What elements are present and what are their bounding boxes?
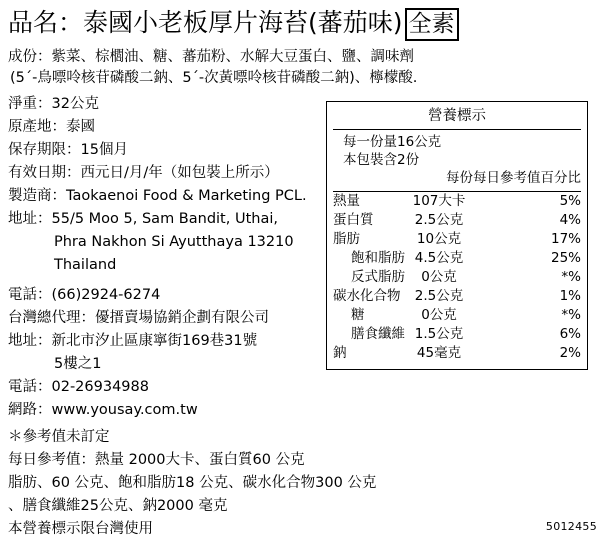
detail-label: 保存期限： <box>8 142 81 158</box>
detail-label: 淨重： <box>8 96 52 112</box>
detail-row-net-weight <box>8 93 326 116</box>
detail-value: 新北市汐止區康寧街169巷31號 <box>51 333 258 349</box>
nutrition-row <box>333 287 581 306</box>
detail-value: 泰國 <box>66 119 95 135</box>
detail-row-agent-address-line2: 5樓之1 <box>54 356 102 372</box>
detail-label: 台灣總代理： <box>8 310 95 326</box>
nutrient-name: 熱量 <box>333 193 360 209</box>
vegetarian-badge: 全素 <box>405 8 459 41</box>
nutrition-row <box>333 211 581 230</box>
nutrient-name: 鈉 <box>333 345 347 361</box>
nutrition-title: 營養標示 <box>333 106 581 130</box>
nutrition-row <box>333 325 581 344</box>
nutrition-header-percent: 每日參考值百分比 <box>473 170 581 186</box>
detail-value: 優搢賣場協銷企劃有限公司 <box>95 310 269 326</box>
nutrient-name: 碳水化合物 <box>333 288 401 304</box>
nutrition-row <box>333 249 581 268</box>
serving-size: 每一份量16公克 <box>343 134 442 150</box>
detail-row-manufacturer-phone <box>8 284 326 307</box>
detail-row-shelf-life <box>8 139 326 162</box>
detail-label: 地址： <box>8 211 52 227</box>
nutrient-name: 反式脂肪 <box>351 269 405 285</box>
daily-values-line-1: 每日參考值：熱量 2000大卡、蛋白質60 公克 <box>8 452 305 468</box>
nutrition-facts-table <box>326 101 588 370</box>
nutrient-amount: 1.5公克 <box>414 326 464 342</box>
detail-value: 02-26934988 <box>51 379 149 395</box>
detail-label: 電話： <box>8 287 52 303</box>
detail-row-expiry <box>8 162 326 185</box>
nutrient-name: 蛋白質 <box>333 212 374 228</box>
nutrient-percent: 4% <box>559 212 581 228</box>
title-row <box>0 0 605 41</box>
ingredients-line-2: (5´-鳥嘌呤核苷磷酸二鈉、5´-次黃嘌呤核苷磷酸二鈉)、檸檬酸. <box>10 70 418 86</box>
nutrient-name: 脂肪 <box>333 231 360 247</box>
servings-per-pack: 本包裝含2份 <box>343 152 420 168</box>
nutrient-name: 飽和脂肪 <box>351 250 405 266</box>
detail-label: 網路： <box>8 402 52 418</box>
nutrition-row <box>333 230 581 249</box>
nutrient-percent: 6% <box>559 326 581 342</box>
detail-row-agent-address <box>8 330 326 353</box>
detail-value[interactable]: www.yousay.com.tw <box>51 402 198 418</box>
corner-code: 5012455 <box>545 520 597 533</box>
nutrient-amount: 2.5公克 <box>414 288 464 304</box>
detail-value: 55/5 Moo 5, Sam Bandit, Uthai, <box>51 211 278 227</box>
nutrient-percent: 17% <box>550 231 581 247</box>
footer-notes <box>0 422 605 541</box>
nutrition-header-amount: 每份 <box>446 170 473 186</box>
nutrient-amount: 4.5公克 <box>414 250 464 266</box>
nutrient-amount: 0公克 <box>421 307 457 323</box>
nutrition-row <box>333 268 581 287</box>
detail-value: Taokaenoi Food & Marketing PCL. <box>66 188 307 204</box>
detail-label: 原產地： <box>8 119 66 135</box>
detail-row-manufacturer <box>8 185 326 208</box>
nutrient-percent: 2% <box>559 345 581 361</box>
nutrition-panel-wrapper <box>326 93 597 370</box>
detail-label: 地址： <box>8 333 52 349</box>
nutrition-header-row <box>333 169 581 189</box>
daily-values-line-3: 、膳食纖維25公克、鈉2000 毫克 <box>8 498 228 514</box>
ingredients-block <box>0 41 605 89</box>
nutrient-name: 膳食纖維 <box>351 326 405 342</box>
detail-row-agent-phone <box>8 376 326 399</box>
detail-value: 15個月 <box>80 142 128 158</box>
detail-value: (66)2924-6274 <box>51 287 161 303</box>
nutrition-row <box>333 192 581 212</box>
nutrient-percent: 25% <box>550 250 581 266</box>
detail-value: 西元日/月/年（如包裝上所示） <box>80 165 279 181</box>
nutrient-name: 糖 <box>351 307 365 323</box>
detail-value: 32公克 <box>51 96 99 112</box>
spacer-1 <box>8 277 326 284</box>
nutrient-amount: 107大卡 <box>412 193 466 209</box>
nutrition-row <box>333 344 581 363</box>
detail-label: 有效日期： <box>8 165 81 181</box>
body-columns <box>0 89 605 422</box>
detail-label: 製造商： <box>8 188 66 204</box>
daily-values-line-2: 脂肪、60 公克、飽和脂肪18 公克、碳水化合物300 公克 <box>8 475 377 491</box>
nutrient-amount: 0公克 <box>421 269 457 285</box>
detail-row-taiwan-agent <box>8 307 326 330</box>
ingredients-line-1: 成份：紫菜、棕櫚油、糖、蕃茄粉、水解大豆蛋白、鹽、調味劑 <box>8 49 414 65</box>
detail-row-manufacturer-address <box>8 208 326 231</box>
nutrient-percent: *% <box>561 269 581 285</box>
detail-label: 電話： <box>8 379 52 395</box>
nutrient-percent: 5% <box>559 193 581 209</box>
taiwan-only-note: 本營養標示限台灣使用 <box>8 521 153 537</box>
nutrient-amount: 2.5公克 <box>414 212 464 228</box>
product-details-list <box>8 93 326 422</box>
footnote-star: ＊參考值未訂定 <box>8 429 110 445</box>
product-title: 品名：泰國小老板厚片海苔(蕃茄味) <box>8 8 403 37</box>
detail-row-website <box>8 399 326 422</box>
detail-row-manufacturer-address-line2: Phra Nakhon Si Ayutthaya 13210 <box>54 234 294 250</box>
nutrient-amount: 45毫克 <box>416 345 462 361</box>
nutrition-header-blank <box>333 169 405 189</box>
nutrient-percent: *% <box>561 307 581 323</box>
nutrient-percent: 1% <box>559 288 581 304</box>
detail-row-manufacturer-address-line3: Thailand <box>54 257 117 273</box>
nutrition-row <box>333 306 581 325</box>
nutrition-rows <box>333 169 581 363</box>
nutrient-amount: 10公克 <box>416 231 462 247</box>
detail-row-origin <box>8 116 326 139</box>
